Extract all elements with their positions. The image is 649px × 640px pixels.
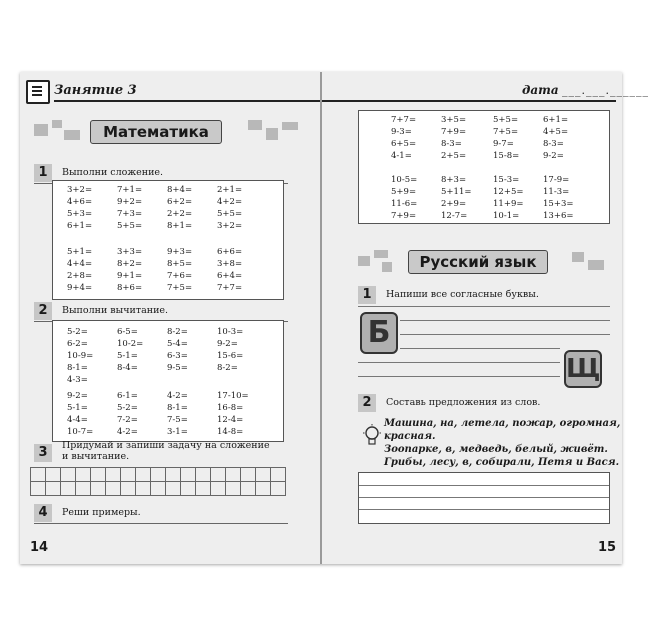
exercise: 7+5=	[493, 127, 519, 137]
exercise: 9+1=	[117, 271, 143, 281]
exercise: 8-3=	[543, 139, 564, 149]
exercise: 3+2=	[67, 185, 93, 195]
exercise: 2+1=	[217, 185, 243, 195]
exercise-continuation	[358, 110, 610, 224]
exercise: 5+5=	[493, 115, 519, 125]
exercise: 4-3=	[67, 375, 88, 385]
letter-shch-character: Щ	[564, 350, 602, 388]
exercise: 7-2=	[117, 415, 138, 425]
left-page	[20, 72, 320, 564]
writing-line[interactable]	[358, 376, 560, 377]
exercise: 9+2=	[117, 197, 143, 207]
subtraction-exercises	[52, 320, 284, 442]
exercise: 9-5=	[167, 363, 188, 373]
exercise: 5+5=	[217, 209, 243, 219]
exercise: 6+1=	[67, 221, 93, 231]
task-number: 3	[34, 444, 52, 462]
exercise: 7+7=	[391, 115, 417, 125]
exercise: 15+3=	[543, 199, 574, 209]
exercise: 4+5=	[543, 127, 569, 137]
task-instruction: Придумай и запиши задачу на сложение и вычитание.	[62, 440, 270, 462]
exercise: 3+2=	[217, 221, 243, 231]
task-number: 4	[34, 504, 52, 522]
exercise: 5+3=	[67, 209, 93, 219]
writing-line	[359, 497, 609, 498]
exercise: 16-8=	[217, 403, 244, 413]
exercise: 9+3=	[167, 247, 193, 257]
task-number: 1	[34, 164, 52, 182]
exercise: 7+5=	[167, 283, 193, 293]
task-instruction: Составь предложения из слов.	[386, 397, 541, 408]
page-number: 15	[598, 540, 617, 555]
exercise: 3+8=	[217, 259, 243, 269]
exercise: 13+6=	[543, 211, 574, 221]
task-instruction: Выполни сложение.	[62, 167, 164, 178]
exercise: 9-3=	[391, 127, 412, 137]
header-rule	[54, 100, 320, 102]
exercise: 6-1=	[117, 391, 138, 401]
exercise: 7+1=	[117, 185, 143, 195]
task-instruction: Напиши все согласные буквы.	[386, 289, 539, 300]
exercise: 6-2=	[67, 339, 88, 349]
exercise: 3+5=	[441, 115, 467, 125]
exercise: 10-1=	[493, 211, 520, 221]
writing-line[interactable]	[358, 362, 560, 363]
date-field[interactable]: ___.___.______	[562, 84, 649, 97]
exercise: 7+7=	[217, 283, 243, 293]
exercise: 5-2=	[117, 403, 138, 413]
exercise: 8-4=	[117, 363, 138, 373]
exercise: 12-4=	[217, 415, 244, 425]
exercise: 8+1=	[167, 221, 193, 231]
exercise: 11+9=	[493, 199, 524, 209]
exercise: 6-3=	[167, 351, 188, 361]
exercise: 6+1=	[543, 115, 569, 125]
exercise: 17-9=	[543, 175, 570, 185]
task-instruction: Реши примеры.	[62, 507, 141, 518]
exercise: 12+5=	[493, 187, 524, 197]
word-set-sentence: Зоопарке, в, медведь, белый, живёт.	[384, 444, 608, 455]
exercise: 2+5=	[441, 151, 467, 161]
lightbulb-icon	[362, 424, 382, 450]
exercise: 5-4=	[167, 339, 188, 349]
exercise: 5+11=	[441, 187, 472, 197]
writing-line[interactable]	[400, 320, 610, 321]
writing-line	[359, 485, 609, 486]
exercise: 9-2=	[217, 339, 238, 349]
exercise: 4-2=	[167, 391, 188, 401]
exercise: 10-5=	[391, 175, 418, 185]
exercise: 7+9=	[391, 211, 417, 221]
exercise: 4-4=	[67, 415, 88, 425]
exercise: 5+9=	[391, 187, 417, 197]
exercise: 2+8=	[67, 271, 93, 281]
exercise: 2+2=	[167, 209, 193, 219]
exercise: 5+1=	[67, 247, 93, 257]
exercise: 15-8=	[493, 151, 520, 161]
exercise: 8-1=	[67, 363, 88, 373]
exercise: 5-1=	[117, 351, 138, 361]
exercise: 11-6=	[391, 199, 418, 209]
writing-line	[359, 509, 609, 510]
exercise: 8-2=	[167, 327, 188, 337]
exercise: 9+4=	[67, 283, 93, 293]
task-number: 2	[34, 302, 52, 320]
exercise: 4+6=	[67, 197, 93, 207]
exercise: 9-2=	[67, 391, 88, 401]
subject-banner: Русский язык	[408, 250, 548, 274]
exercise: 4+4=	[67, 259, 93, 269]
writing-line[interactable]	[400, 348, 560, 349]
exercise: 14-8=	[217, 427, 244, 437]
exercise: 9-2=	[543, 151, 564, 161]
exercise: 6+2=	[167, 197, 193, 207]
exercise: 8+3=	[441, 175, 467, 185]
exercise: 17-10=	[217, 391, 249, 401]
exercise: 10-2=	[117, 339, 144, 349]
task-number: 2	[358, 394, 376, 412]
exercise: 7+9=	[441, 127, 467, 137]
exercise: 8+4=	[167, 185, 193, 195]
right-page	[322, 72, 649, 564]
exercise: 12-7=	[441, 211, 468, 221]
exercise: 8-3=	[441, 139, 462, 149]
header-rule	[322, 100, 616, 102]
exercise: 8-2=	[217, 363, 238, 373]
exercise: 2+9=	[441, 199, 467, 209]
exercise: 3+3=	[117, 247, 143, 257]
date-label: дата	[522, 83, 559, 97]
exercise: 7-5=	[167, 415, 188, 425]
exercise: 4+2=	[217, 197, 243, 207]
exercise: 11-3=	[543, 187, 570, 197]
exercise: 3-1=	[167, 427, 188, 437]
exercise: 10-9=	[67, 351, 94, 361]
task-divider	[34, 523, 288, 524]
exercise: 5-2=	[67, 327, 88, 337]
letter-b-character: Б	[360, 312, 398, 354]
exercise: 10-3=	[217, 327, 244, 337]
exercise: 5+5=	[117, 221, 143, 231]
word-set-sentence: Машина, на, летела, пожар, огромная,	[384, 418, 621, 429]
exercise: 5-1=	[67, 403, 88, 413]
sentence-writing-area[interactable]	[358, 472, 610, 524]
notebook-pencil-icon	[26, 80, 50, 104]
word-set-sentence: Грибы, лесу, в, собирали, Петя и Вася.	[384, 457, 620, 468]
exercise: 8+6=	[117, 283, 143, 293]
exercise: 10-7=	[67, 427, 94, 437]
exercise: 8+2=	[117, 259, 143, 269]
exercise: 9-7=	[493, 139, 514, 149]
answer-grid	[30, 467, 286, 496]
exercise: 6+6=	[217, 247, 243, 257]
exercise: 6+4=	[217, 271, 243, 281]
page-number: 14	[30, 540, 49, 555]
exercise: 6-5=	[117, 327, 138, 337]
writing-line[interactable]	[358, 306, 610, 307]
addition-exercises	[52, 180, 284, 300]
exercise: 4-1=	[391, 151, 412, 161]
subject-banner: Математика	[90, 120, 222, 144]
exercise: 4-2=	[117, 427, 138, 437]
task-instruction: Выполни вычитание.	[62, 305, 169, 316]
exercise: 7+6=	[167, 271, 193, 281]
lesson-title: Занятие 3	[54, 83, 137, 98]
exercise: 15-3=	[493, 175, 520, 185]
exercise: 8-1=	[167, 403, 188, 413]
exercise: 8+5=	[167, 259, 193, 269]
word-set-sentence: красная.	[384, 431, 436, 442]
exercise: 15-6=	[217, 351, 244, 361]
exercise: 7+3=	[117, 209, 143, 219]
task-number: 1	[358, 286, 376, 304]
writing-line[interactable]	[400, 334, 610, 335]
exercise: 6+5=	[391, 139, 417, 149]
